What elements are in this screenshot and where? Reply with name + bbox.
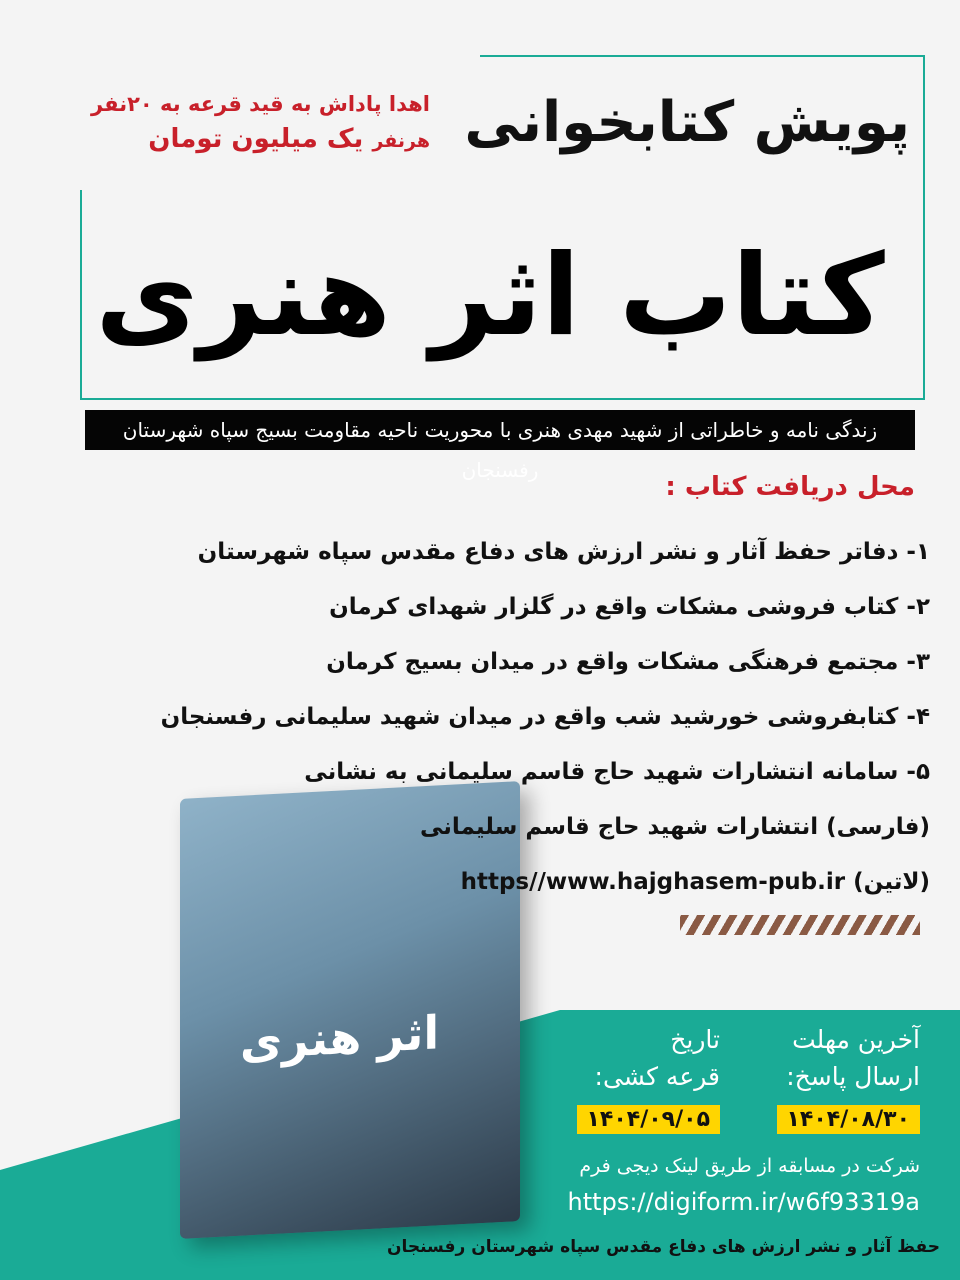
subtitle-banner: زندگی نامه و خاطراتی از شهید مهدی هنری با محوریت ناحیه مقاومت بسیج سپاه شهرستان رفسنجان <box>85 410 915 450</box>
footer-organization: حفظ آثار و نشر ارزش های دفاع مقدس سپاه شهرستان رفسنجان <box>386 1237 940 1257</box>
prize-amount: یک میلیون تومان <box>148 124 364 154</box>
book-title: کتاب اثر هنری <box>95 231 885 361</box>
draw-block <box>577 1025 721 1132</box>
draw-label: تاریخ <box>670 1025 720 1054</box>
draw-date: ۱۴۰۴/۰۹/۰۵ <box>577 1105 721 1134</box>
participation-text: شرکت در مسابقه از طریق لینک دیجی فرم <box>579 1155 920 1177</box>
deadline-label2: ارسال پاسخ: <box>786 1062 920 1091</box>
list-item: ۲- کتاب فروشی مشکات واقع در گلزار شهدای کرمان <box>329 594 930 620</box>
deadline-label: آخرین مهلت <box>792 1025 920 1054</box>
list-item: (فارسی) انتشارات شهید حاج قاسم سلیمانی <box>419 814 930 840</box>
deadline-block <box>777 1025 921 1132</box>
locations-list <box>161 530 930 915</box>
locations-heading: محل دریافت کتاب : <box>665 472 915 502</box>
list-item: ۵- سامانه انتشارات شهید حاج قاسم سلیمانی به نشانی <box>304 759 930 785</box>
draw-label2: قرعه کشی: <box>594 1062 720 1091</box>
prize-info <box>91 92 430 154</box>
digiform-link[interactable]: https://digiform.ir/w6f93319a <box>567 1188 920 1216</box>
prize-each: هرنفر <box>372 130 430 152</box>
book-cover-title: اثر هنری <box>240 1005 440 1070</box>
prize-line: اهدا پاداش به قید قرعه به ۲۰نفر <box>91 92 430 116</box>
deadline-date: ۱۴۰۴/۰۸/۳۰ <box>777 1105 921 1134</box>
decorative-stripes <box>680 915 920 935</box>
campaign-title: پویش کتابخوانی <box>464 90 910 155</box>
list-item[interactable]: (لاتین) https//www.hajghasem-pub.ir <box>460 869 930 895</box>
list-item: ۱- دفاتر حفظ آثار و نشر ارزش های دفاع مقدس سپاه شهرستان <box>197 539 930 565</box>
list-item: ۴- کتابفروشی خورشید شب واقع در میدان شهید سلیمانی رفسنجان <box>160 704 930 730</box>
list-item: ۳- مجتمع فرهنگی مشکات واقع در میدان بسیج کرمان <box>326 649 930 675</box>
